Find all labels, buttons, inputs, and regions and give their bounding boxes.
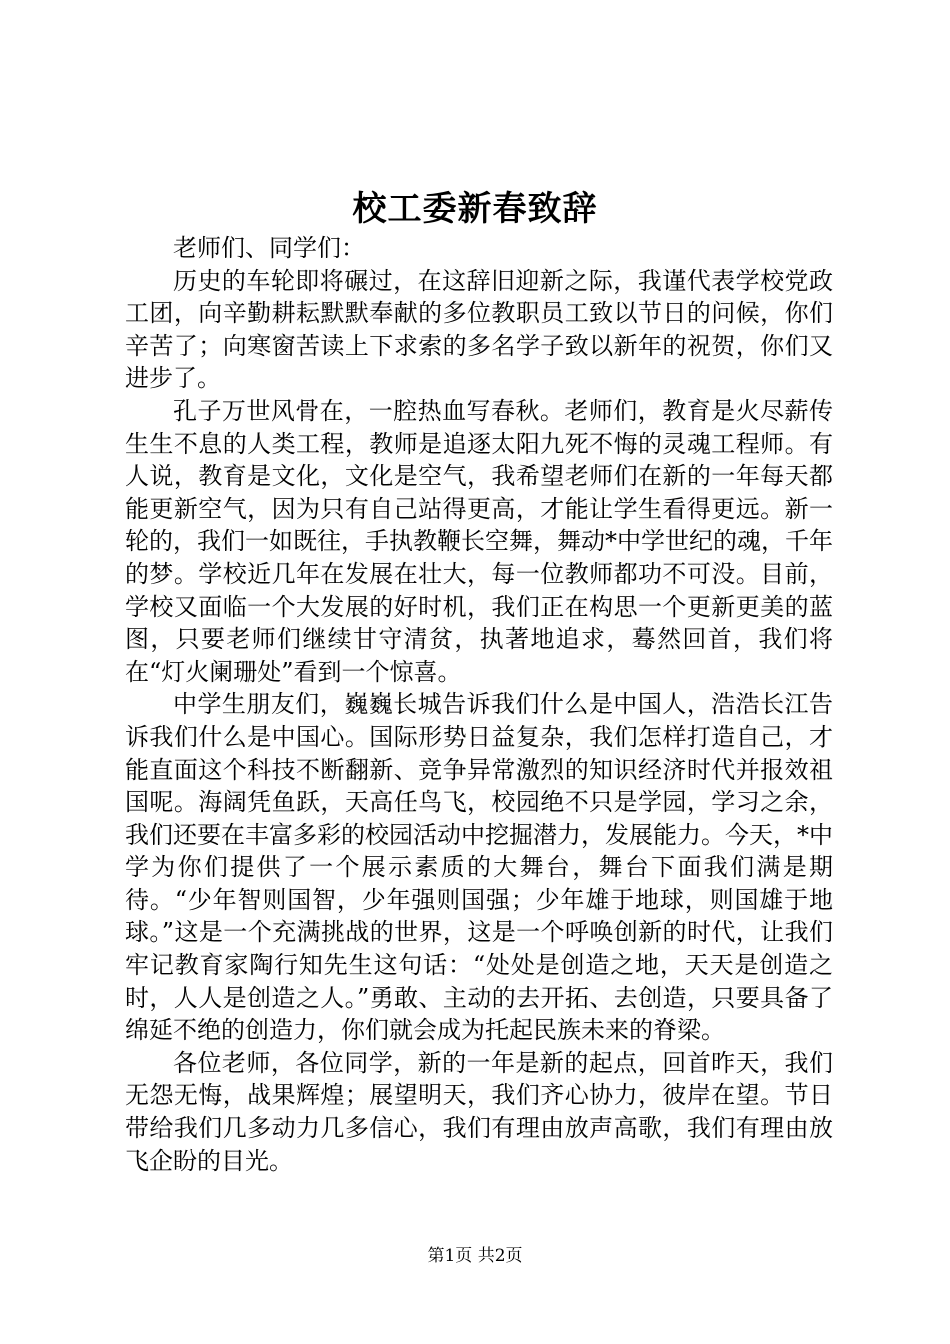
paragraph: 历史的车轮即将碾过，在这辞旧迎新之际，我谨代表学校党政工团，向辛勤耕耘默默奉献的多位教职员工致以节日的问候，你们辛苦了；向寒窗苦读上下求索的多名学子致以新年的祝贺，你们又进步了。 [125, 266, 833, 393]
paragraph: 各位老师，各位同学，新的一年是新的起点，回首昨天，我们无怨无悔，战果辉煌；展望明天，我们齐心协力，彼岸在望。节日带给我们几多动力几多信心，我们有理由放声高歌，我们有理由放飞企盼的目光。 [125, 1048, 833, 1175]
document-title: 校工委新春致辞 [352, 189, 598, 229]
document-body [125, 232, 833, 1177]
paragraph: 中学生朋友们，巍巍长城告诉我们什么是中国人，浩浩长江告诉我们什么是中国心。国际形势日益复杂，我们怎样打造自己，才能直面这个科技不断翻新、竞争异常激烈的知识经济时代并报效祖国呢。海阔凭鱼跃，天高任鸟飞，校园绝不只是学园，学习之余，我们还要在丰富多彩的校园活动中挖掘潜力，发展能力。今天，*中学为你们提供了一个展示素质的大舞台，舞台下面我们满是期待。“少年智则国智，少年强则国强；少年雄于地球，则国雄于地球。”这是一个充满挑战的世界，这是一个呼唤创新的时代，让我们牢记教育家陶行知先生这句话：“处处是创造之地，天天是创造之时，人人是创造之人。”勇敢、主动的去开拓、去创造，只要具备了绵延不绝的创造力，你们就会成为托起民族未来的脊梁。 [125, 690, 833, 1045]
salutation: 老师们、同学们： [173, 234, 365, 262]
paragraph: 孔子万世风骨在，一腔热血写春秋。老师们，教育是火尽薪传生生不息的人类工程，教师是追逐太阳九死不悔的灵魂工程师。有人说，教育是文化，文化是空气，我希望老师们在新的一年每天都能更新空气，因为只有自己站得更高，才能让学生看得更远。新一轮的，我们一如既往，手执教鞭长空舞，舞动*中学世纪的魂，千年的梦。学校近几年在发展在壮大，每一位教师都功不可没。目前，学校又面临一个大发展的好时机，我们正在构思一个更新更美的蓝图，只要老师们继续甘守清贫，执著地追求，蓦然回首，我们将在“灯火阑珊处”看到一个惊喜。 [125, 396, 833, 686]
page-footer: 第1页 共2页 [427, 1246, 523, 1266]
